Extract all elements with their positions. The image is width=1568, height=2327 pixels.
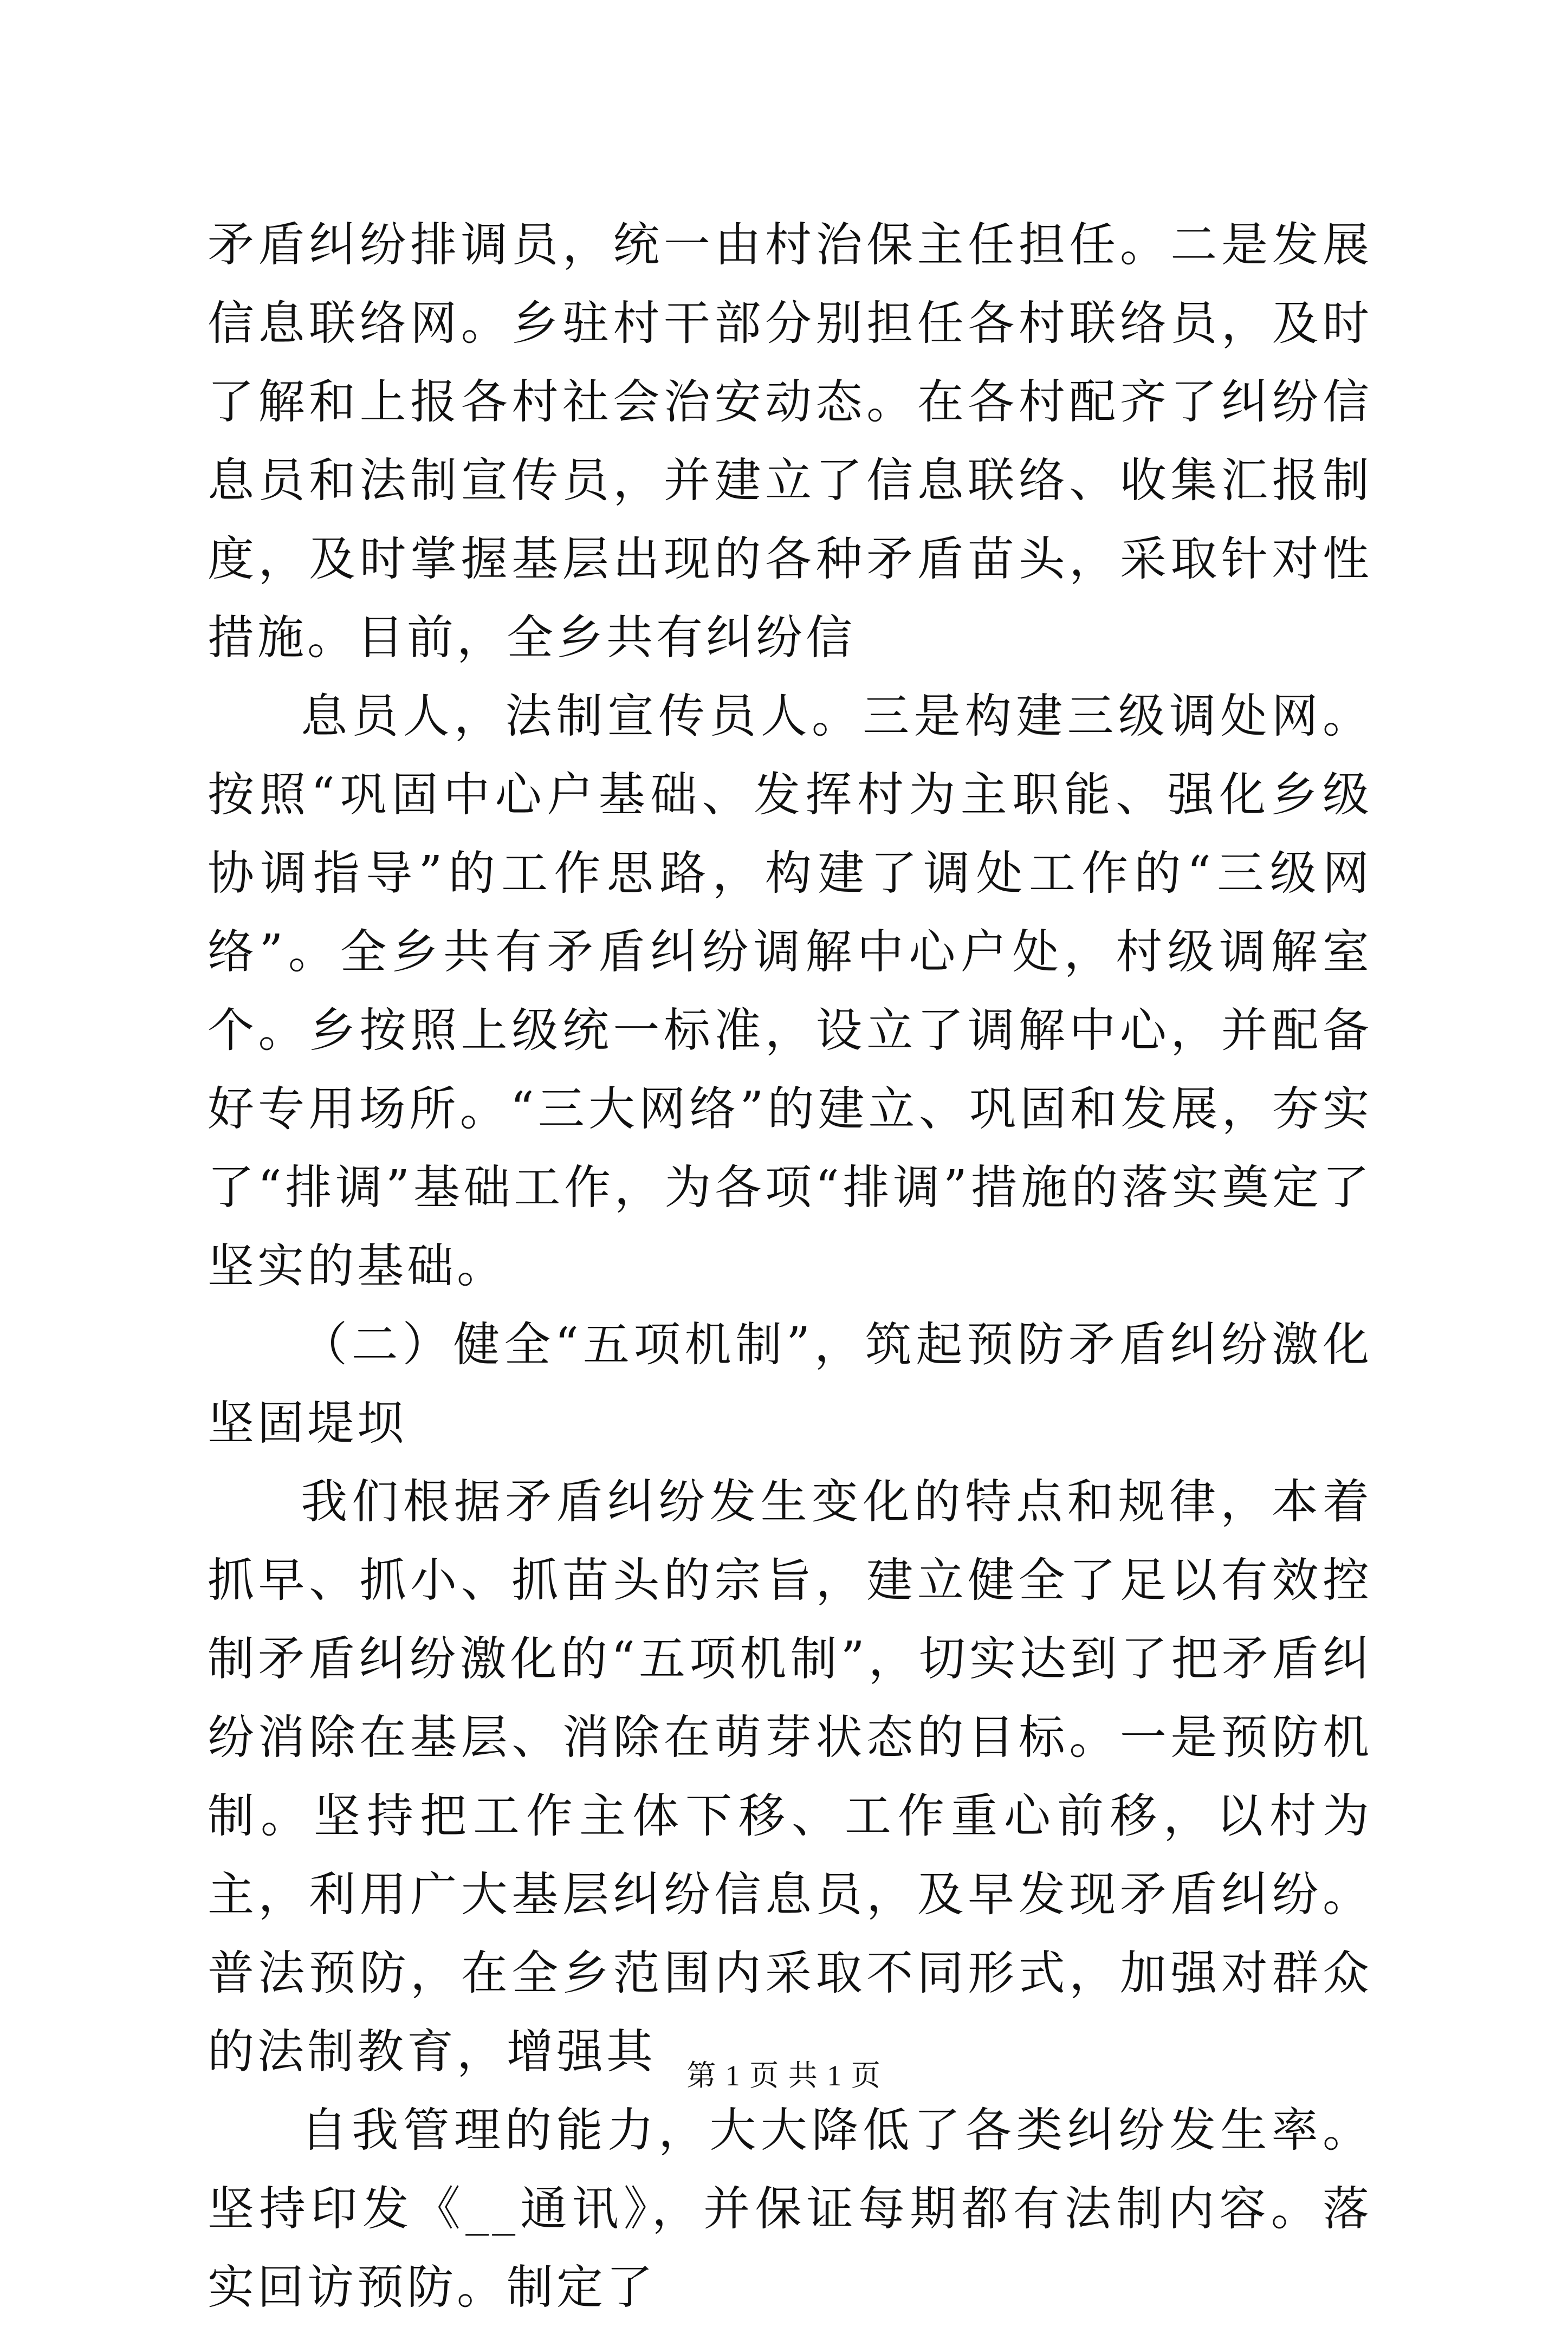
paragraph-1: 矛盾纠纷排调员，统一由村治保主任担任。二是发展信息联络网。乡驻村干部分别担任各村联络员，及时了解和上报各村社会治安动态。在各村配齐了纠纷信息员和法制宣传员，并建立了信息联络、收集汇报制度，及时掌握基层出现的各种矛盾苗头，采取针对性措施。目前，全乡共有纠纷信	[208, 218, 1372, 665]
page-number-footer: 第 1 页 共 1 页	[686, 2059, 882, 2092]
paragraph-3: 我们根据矛盾纠纷发生变化的特点和规律，本着抓早、抓小、抓苗头的宗旨，建立健全了足以有效控制矛盾纠纷激化的“五项机制”，切实达到了把矛盾纠纷消除在基层、消除在萌芽状态的目标。一是预防机制。坚持把工作主体下移、工作重心前移，以村为主，利用广大基层纠纷信息员，及早发现矛盾纠纷。普法预防，在全乡范围内采取不同形式，加强对群众的法制教育，增强其	[208, 1475, 1372, 2079]
paragraph-2: 息员人，法制宣传员人。三是构建三级调处网。按照“巩固中心户基础、发挥村为主职能、强化乡级协调指导”的工作思路，构建了调处工作的“三级网络”。全乡共有矛盾纠纷调解中心户处，村级调解室个。乡按照上级统一标准，设立了调解中心，并配备好专用场所。“三大网络”的建立、巩固和发展，夯实了“排调”基础工作，为各项“排调”措施的落实奠定了坚实的基础。	[208, 689, 1372, 1293]
paragraph-4: 自我管理的能力，大大降低了各类纠纷发生率。坚持印发《__通讯》，并保证每期都有法制内容。落实回访预防。制定了	[208, 2103, 1372, 2315]
section-heading: （二）健全“五项机制”，筑起预防矛盾纠纷激化坚固堤坝	[208, 1318, 1372, 1450]
document-body	[208, 206, 1372, 2327]
